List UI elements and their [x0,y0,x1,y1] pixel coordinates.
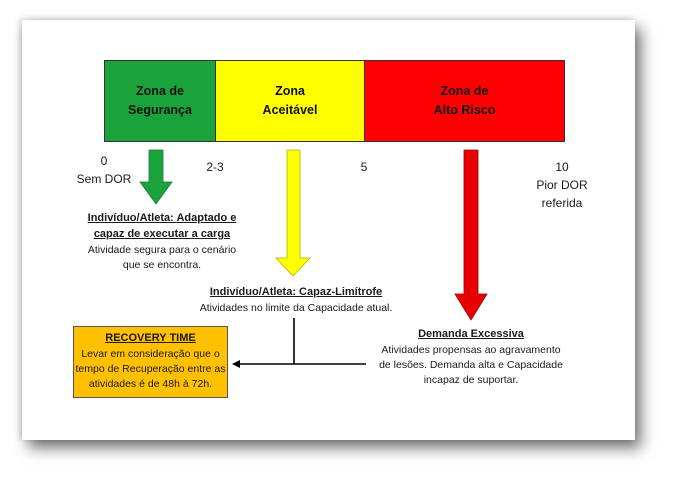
adapted-desc: Atividade segura para o cenário que se encontra. [87,243,237,272]
excessive-title: Demanda Excessiva [418,328,524,340]
green-arrow [140,150,172,204]
recovery-box [73,326,228,398]
scale-ten: 10 Pior DOR referida [536,160,588,210]
recovery-title: RECOVERY TIME [105,332,196,344]
limit-title: Indivíduo/Atleta: Capaz-Limítrofe [209,286,383,298]
adapted-block [78,211,246,273]
zone-safety-label: Zona de Segurança [128,83,192,117]
limit-block [196,285,396,316]
recovery-desc: Levar em consideração que o tempo de Recuperação entre as atividades é de 48h à 72h. [75,347,226,391]
red-arrow [455,150,487,320]
zone-acceptable-label: Zona Aceitável [262,83,318,117]
scale-zero: 0 Sem DOR [76,154,132,186]
connector-line [232,318,366,368]
zone-high-risk-label: Zona de Alto Risco [433,83,496,117]
yellow-arrow [276,150,310,276]
excessive-block [376,327,566,389]
adapted-title: Indivíduo/Atleta: Adaptado e capaz de executar a carga [87,212,237,240]
limit-desc: Atividades no limite da Capacidade atual. [199,301,393,314]
scale-five: 5 [360,160,368,174]
scale-two-three: 2-3 [206,160,224,174]
excessive-desc: Atividades propensas ao agravamento de lesões. Demanda alta e Capacidade incapaz de suportar. [379,343,563,387]
